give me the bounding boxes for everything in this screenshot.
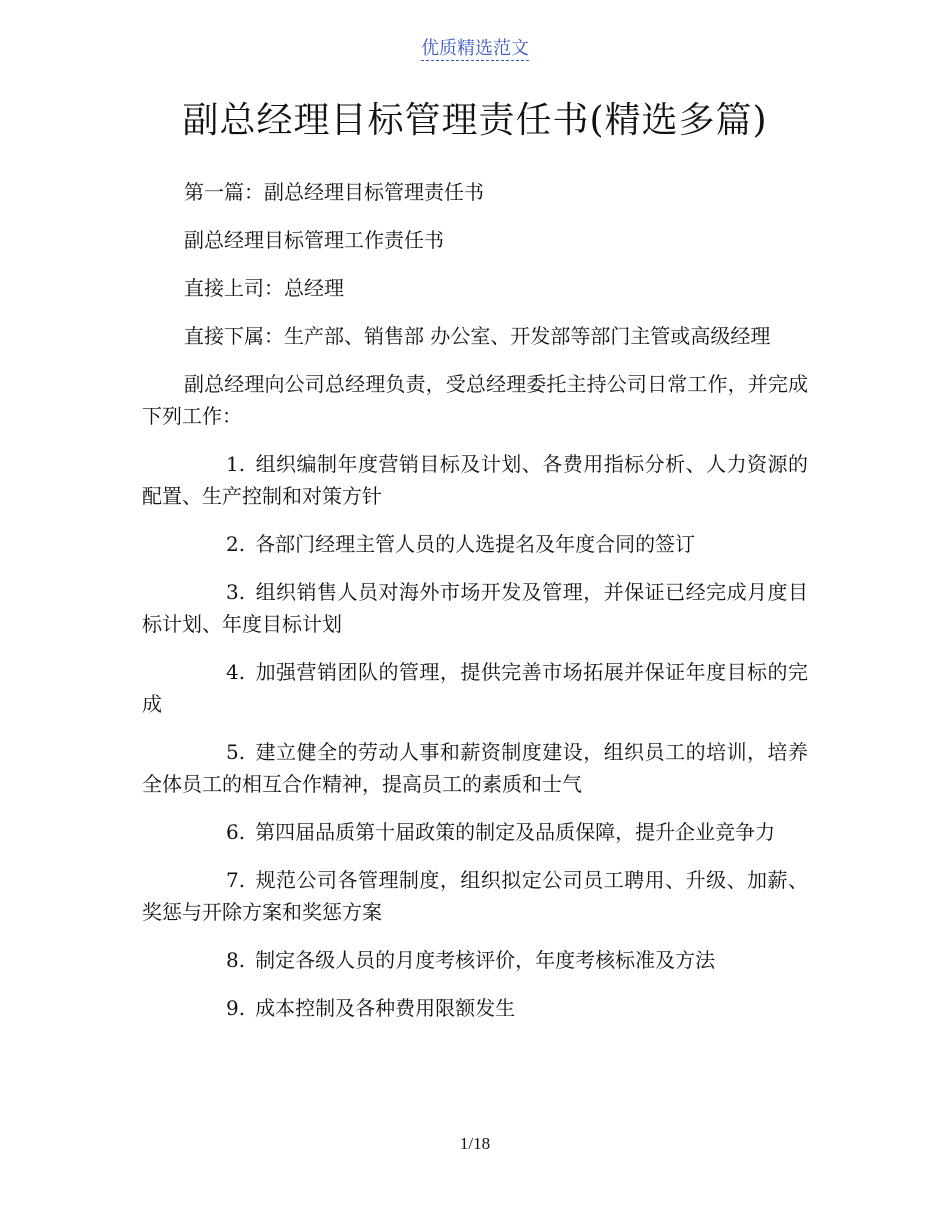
list-item	[142, 576, 808, 640]
document-title: 副总经理目标管理责任书(精选多篇)	[182, 100, 768, 141]
list-item	[142, 816, 808, 848]
list-item-text: 制定各级人员的月度考核评价，年度考核标准及方法	[255, 948, 716, 972]
list-item	[142, 528, 808, 560]
list-item-number: 9.	[226, 996, 246, 1020]
list-item-text: 成本控制及各种费用限额发生	[255, 996, 516, 1020]
list-item-text: 各部门经理主管人员的人选提名及年度合同的签订	[255, 532, 696, 556]
paragraph-responsibility-intro: 副总经理向公司总经理负责，受总经理委托主持公司日常工作，并完成下列工作：	[142, 372, 808, 428]
list-item-number: 1.	[226, 452, 246, 476]
list-item	[142, 864, 808, 928]
list-item	[142, 736, 808, 800]
list-item	[142, 448, 808, 512]
list-item	[142, 656, 808, 720]
paragraph-section-heading: 第一篇：副总经理目标管理责任书	[184, 180, 484, 204]
paragraph-subtitle: 副总经理目标管理工作责任书	[184, 228, 444, 252]
list-item-number: 7.	[226, 868, 246, 892]
list-item-text: 第四届品质第十届政策的制定及品质保障，提升企业竞争力	[255, 820, 776, 844]
document-body	[142, 176, 808, 1040]
list-item-text: 组织销售人员对海外市场开发及管理，并保证已经完成月度目标计划、年度目标计划	[142, 580, 808, 636]
list-item-number: 3.	[226, 580, 246, 604]
list-item-number: 2.	[226, 532, 246, 556]
list-item	[142, 944, 808, 976]
list-item-number: 4.	[226, 660, 246, 684]
list-item-number: 6.	[226, 820, 246, 844]
list-item-number: 5.	[226, 740, 246, 764]
list-item	[142, 992, 808, 1024]
list-item-text: 组织编制年度营销目标及计划、各费用指标分析、人力资源的配置、生产控制和对策方针	[142, 452, 808, 508]
list-item-text: 建立健全的劳动人事和薪资制度建设，组织员工的培训，培养全体员工的相互合作精神，提高员工的素质和士气	[142, 740, 808, 796]
header-link[interactable]: 优质精选范文	[421, 38, 529, 59]
header	[0, 36, 950, 62]
paragraph-direct-subordinates: 直接下属：生产部、销售部 办公室、开发部等部门主管或高级经理	[184, 324, 771, 348]
list-item-text: 加强营销团队的管理，提供完善市场拓展并保证年度目标的完成	[142, 660, 808, 716]
list-item-number: 8.	[226, 948, 246, 972]
list-item-text: 规范公司各管理制度，组织拟定公司员工聘用、升级、加薪、奖惩与开除方案和奖惩方案	[142, 868, 808, 924]
page-number: 1/18	[459, 1134, 491, 1153]
paragraph-direct-superior: 直接上司：总经理	[184, 276, 344, 300]
